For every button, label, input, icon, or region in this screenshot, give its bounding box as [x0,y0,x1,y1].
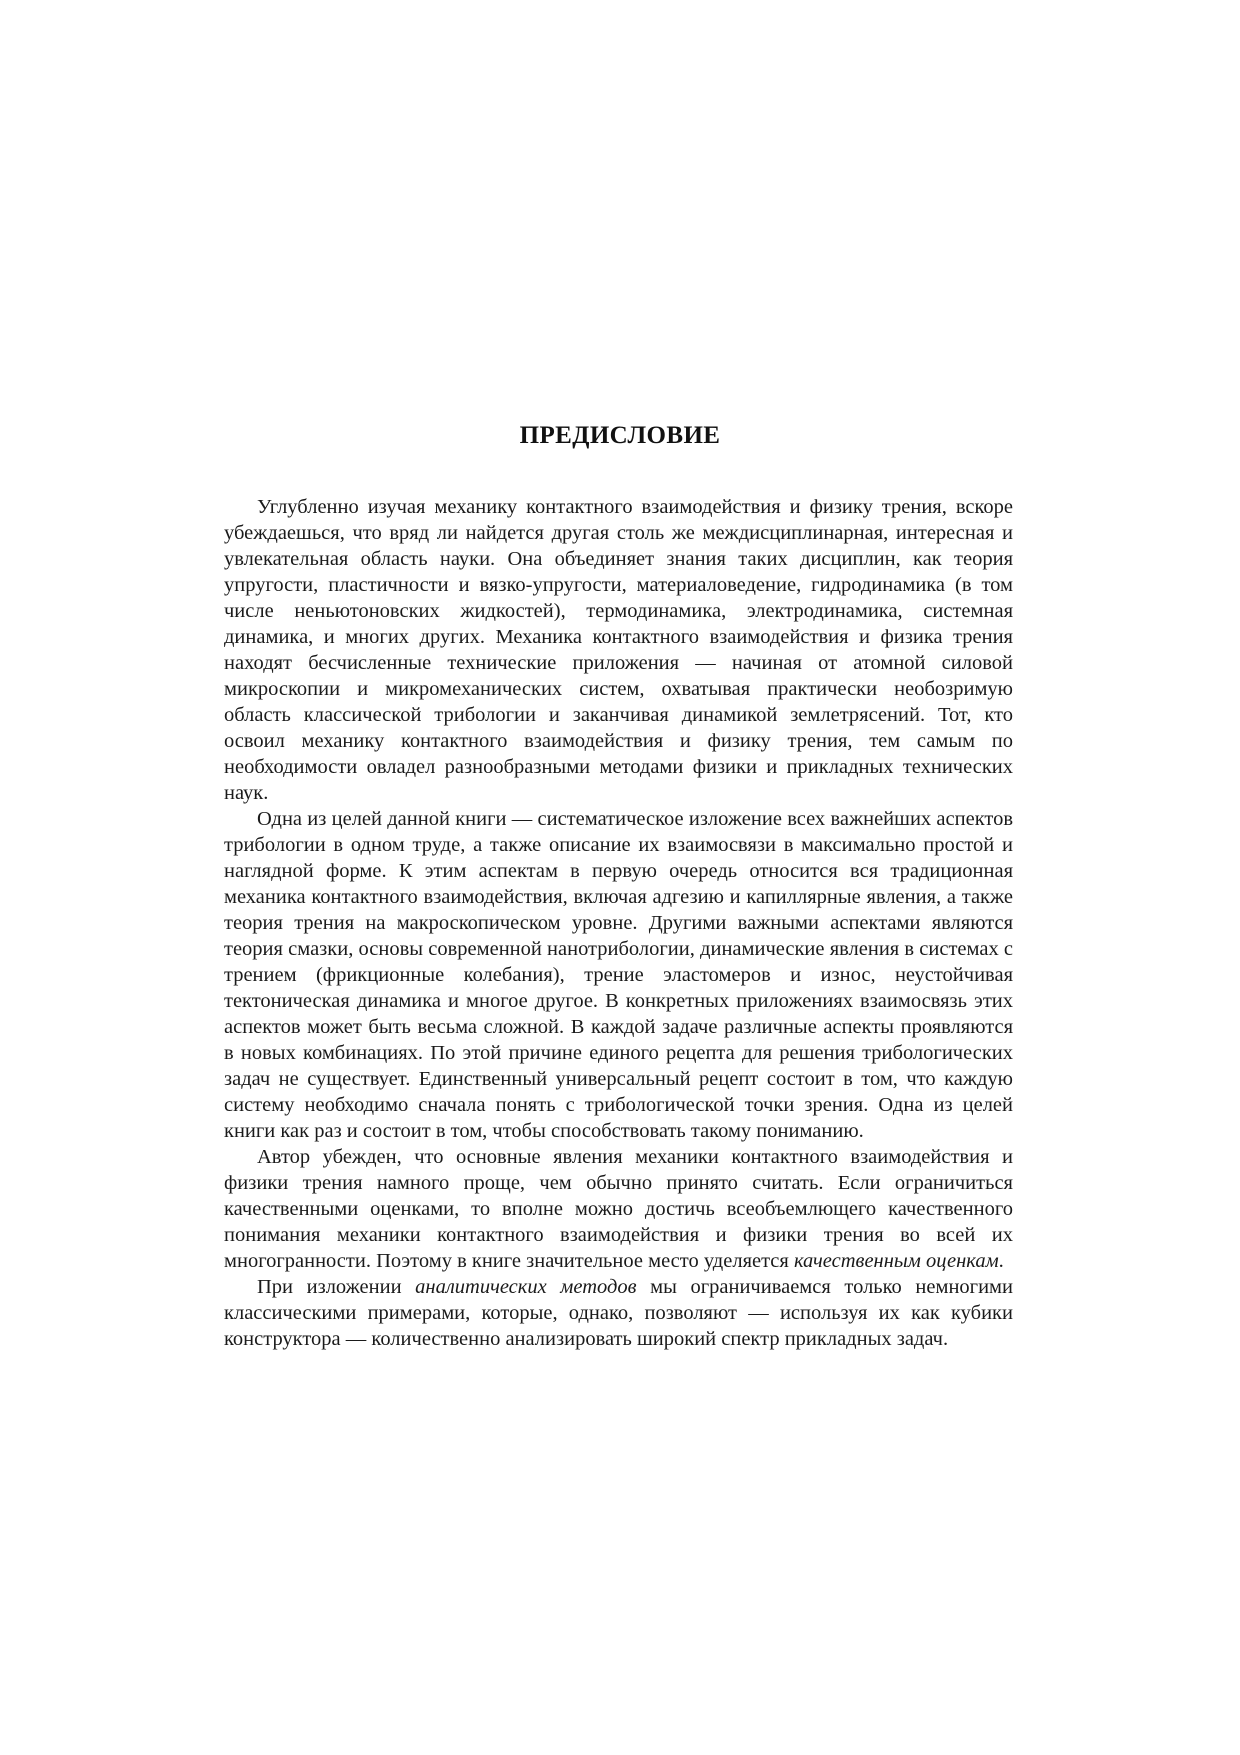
paragraph [224,1274,1013,1352]
italic-phrase: качественным оценкам [793,1250,999,1272]
paragraph [224,806,1013,1144]
paragraph-text: Одна из целей данной книги — систематическое изложение всех важнейших аспектов трибологии в одном труде, а также описание их взаимосвязи в максимально простой и наглядной форме. К этим аспектам в первую очередь относится вся традиционная механика контактного взаимодействия, включая адгезию и капиллярные явления, а также теория трения на макроскопическом уровне. Другими важными аспектами являются теория смазки, основы современной нанотрибологии, динамические явления в системах с трением (фрикционные колебания), трение эластомеров и износ, неустойчивая тектоническая динамика и многое другое. В конкретных приложениях взаимосвязь этих аспектов может быть весьма сложной. В каждой задаче различные аспекты проявляются в новых комбинациях. По этой причине единого рецепта для решения трибологических задач не существует. Единственный универсальный рецепт состоит в том, что каждую систему необходимо сначала понять с трибологической точки зрения. Одна из целей книги как раз и состоит в том, чтобы способствовать такому пониманию. [224,808,1013,1142]
italic-phrase: аналитических методов [415,1276,637,1298]
paragraph [224,494,1013,806]
page-title: ПРЕДИСЛОВИЕ [519,422,721,449]
paragraph-text: мы ограничиваемся только немногими классическими примерами, которые, однако, позволяют — используя их как кубики конструктора — количественно анализировать широкий спектр прикладных задач. [224,1276,1013,1350]
paragraph-text: Автор убежден, что основные явления механики контактного взаимодействия и физики трения намного проще, чем обычно принято считать. Если ограничиться качественными оценками, то вполне можно достичь всеобъемлющего качественного понимания механики контактного взаимодействия и физики трения во всей их многогранности. Поэтому в книге значительное место уделяется [224,1146,1013,1272]
paragraph [224,1144,1013,1274]
paragraph-text: При изложении [257,1276,416,1298]
preface-body [224,494,1013,1352]
paragraph-text: . [998,1250,1004,1272]
paragraph-text: Углубленно изучая механику контактного взаимодействия и физику трения, вскоре убеждаешься, что вряд ли найдется другая столь же междисциплинарная, интересная и увлекательная область науки. Она объединяет знания таких дисциплин, как теория упругости, пластичности и вязко-упругости, материаловедение, гидродинамика (в том числе неньютоновских жидкостей), термодинамика, электродинамика, системная динамика, и многих других. Механика контактного взаимодействия и физика трения находят бесчисленные технические приложения — начиная от атомной силовой микроскопии и микромеханических систем, охватывая практически необозримую область классической трибологии и заканчивая динамикой землетрясений. Тот, кто освоил механику контактного взаимодействия и физику трения, тем самым по необходимости овладел разнообразными методами физики и прикладных технических наук. [224,496,1013,804]
